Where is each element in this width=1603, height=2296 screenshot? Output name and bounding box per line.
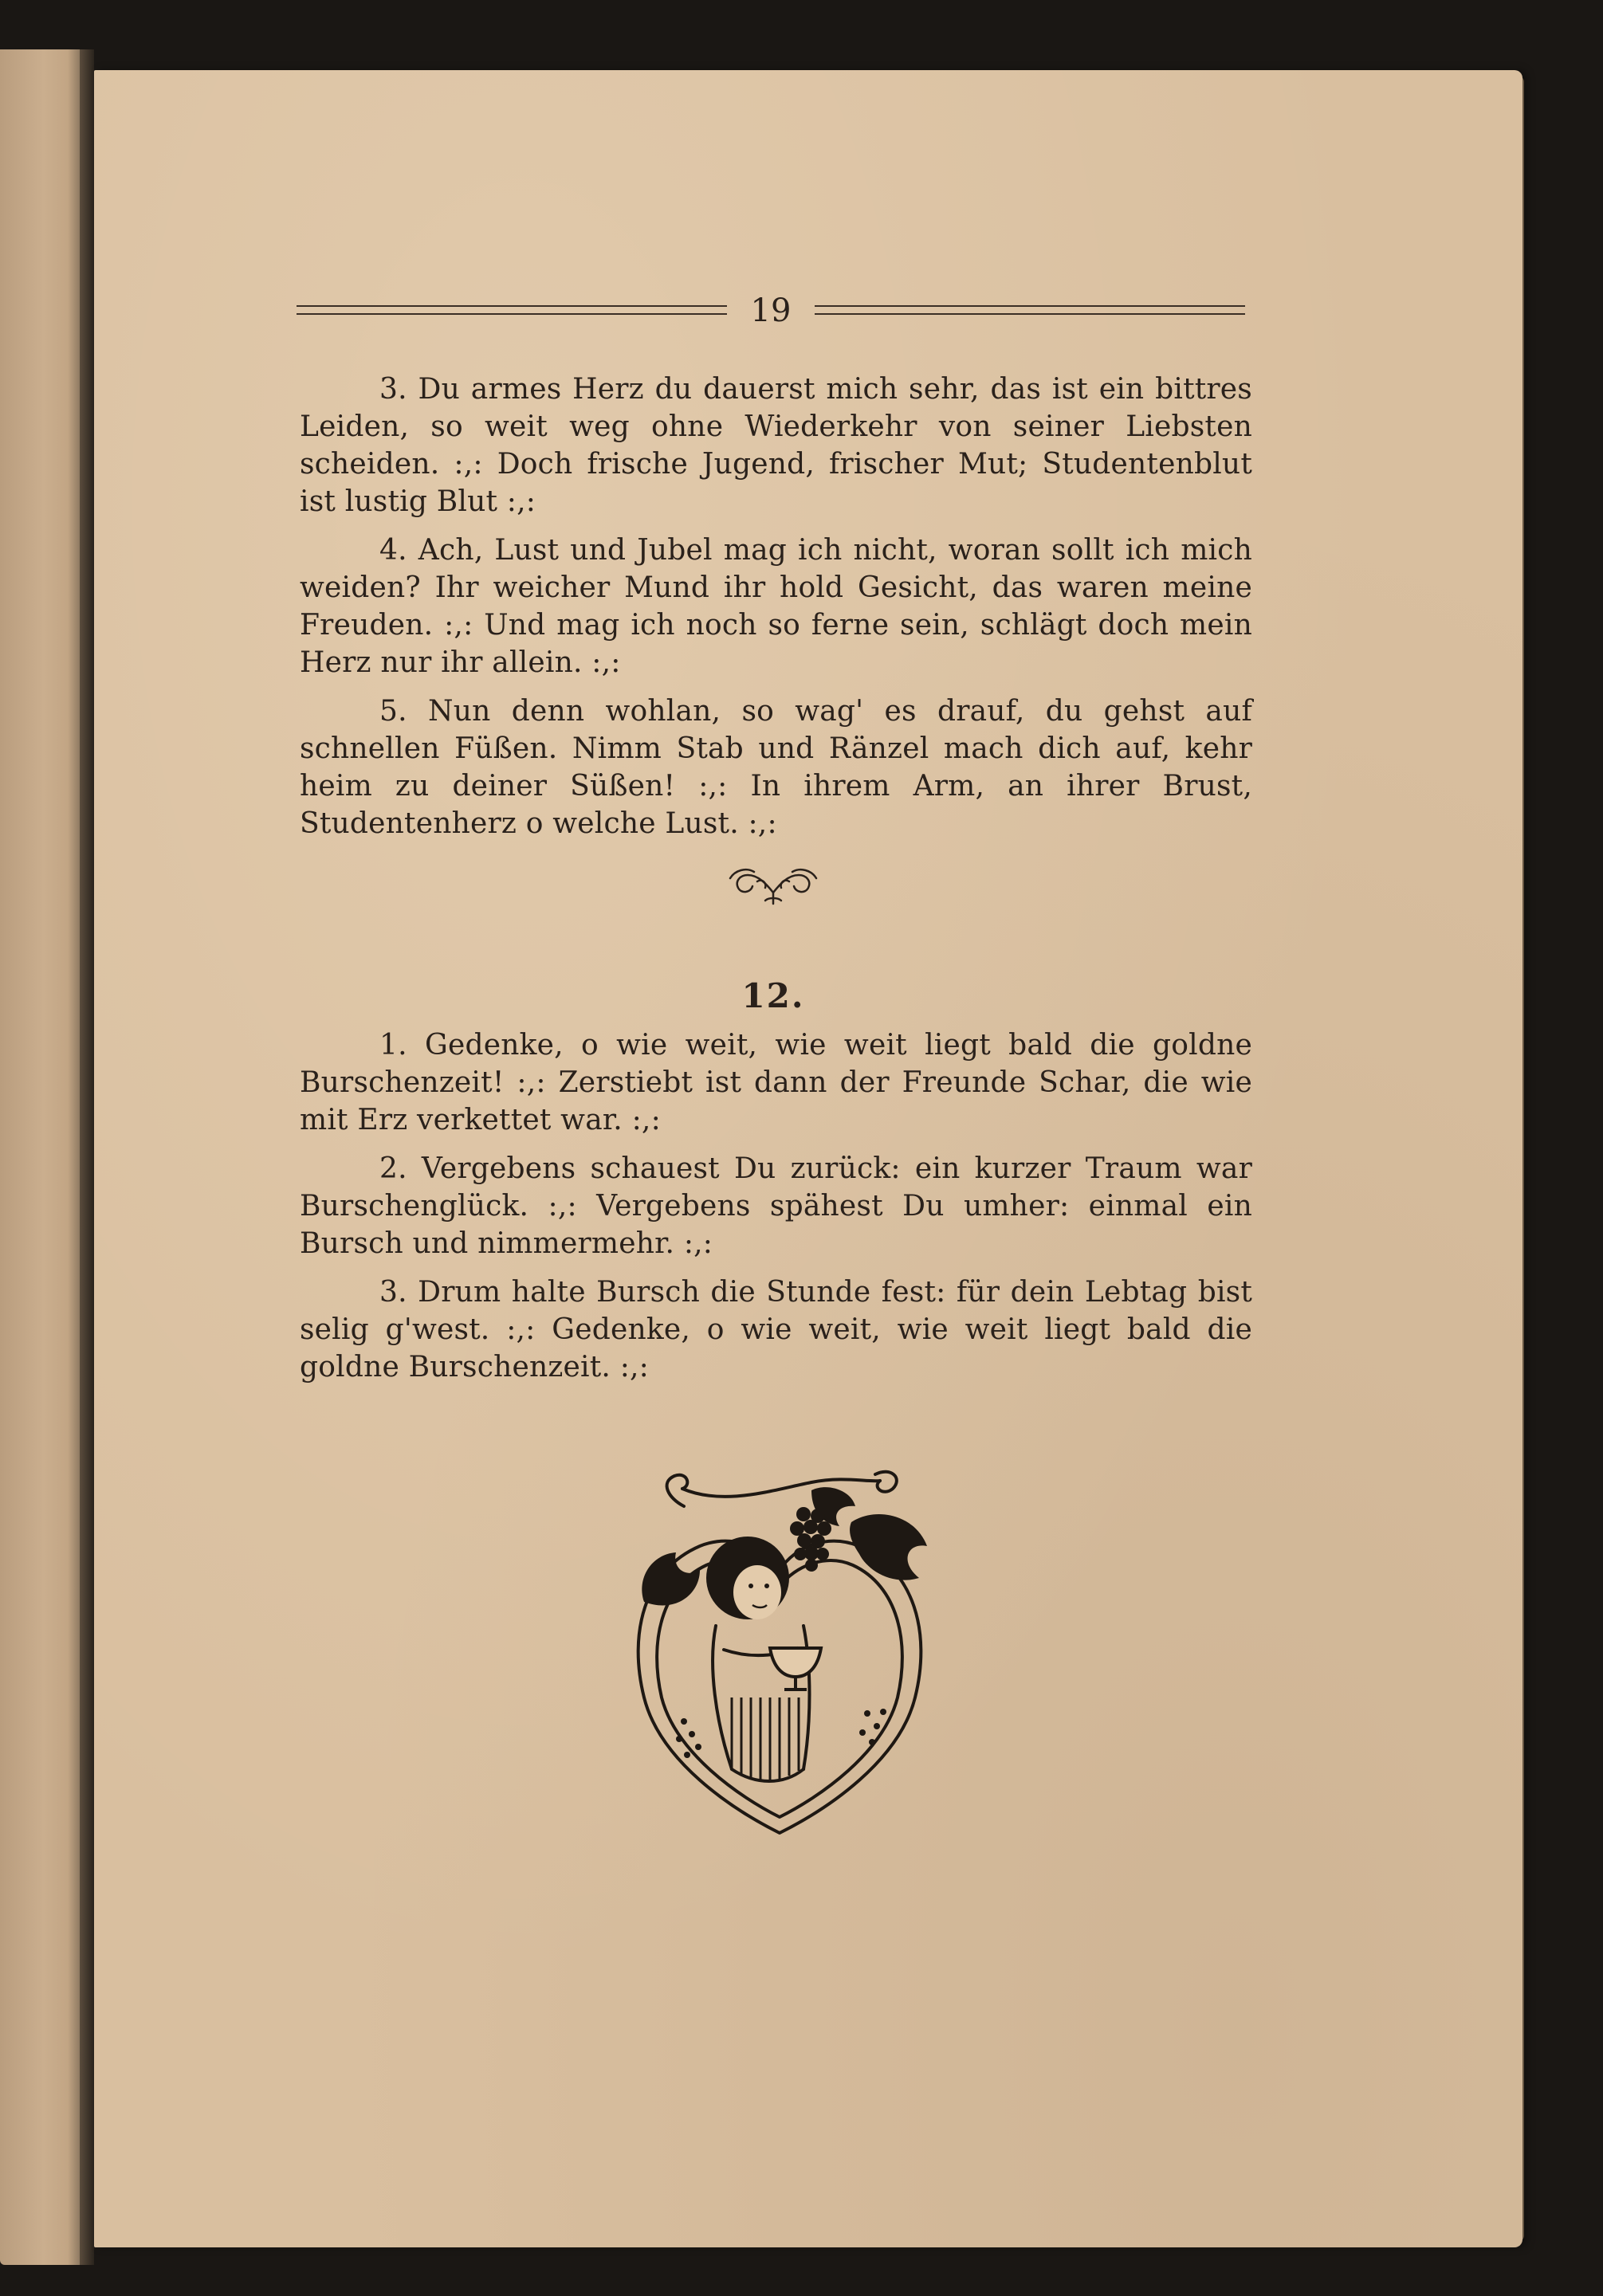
verse: 2. Vergebens schauest Du zurück: ein kurzer Traum war Burschenglück. :,: Vergebens spähest Du umher: einmal ein Bursch und nimmermehr. :,: <box>300 1152 1252 1260</box>
vignette-illustration-icon <box>612 1458 947 1849</box>
verse: 5. Nun denn wohlan, so wag' es drauf, du gehst auf schnellen Füßen. Nimm Stab und Ränzel mach dich auf, kehr heim zu deiner Süßen! :,: In ihrem Arm, an ihrer Brust, Studentenherz o welche Lust. :,: <box>300 695 1252 840</box>
verses-song-12 <box>300 1026 1252 1397</box>
verse: 4. Ach, Lust und Jubel mag ich nicht, woran sollt ich mich weiden? Ihr weicher Mund ihr hold Gesicht, das waren meine Freuden. :,: Und mag ich noch so ferne sein, schlägt doch mein Herz nur ihr allein. :,: <box>300 534 1252 679</box>
verse: 3. Drum halte Bursch die Stunde fest: für dein Lebtag bist selig g'west. :,: Gedenke, o wie weit, wie weit liegt bald die goldne Burschenzeit. :,: <box>300 1276 1252 1383</box>
song-number: 12. <box>741 976 805 1015</box>
book-gutter <box>80 49 94 2265</box>
verse: 3. Du armes Herz du dauerst mich sehr, das ist ein bittres Leiden, so weit weg ohne Wiederkehr von seiner Liebsten scheiden. :,: Doch frische Jugend, frischer Mut; Studentenblut ist lustig Blut :,: <box>300 373 1252 518</box>
facing-page-edge <box>0 49 80 2265</box>
ornament-divider-icon <box>727 861 819 909</box>
verse: 1. Gedenke, o wie weit, wie weit liegt bald die goldne Burschenzeit! :,: Zerstiebt ist dann der Freunde Schar, die wie mit Erz verkettet war. :,: <box>300 1029 1252 1136</box>
header-rule-right <box>815 305 1245 315</box>
page-number: 19 <box>750 292 792 329</box>
verses-previous-song <box>300 371 1252 854</box>
page-header <box>297 293 1245 328</box>
header-rule-left <box>297 305 727 315</box>
